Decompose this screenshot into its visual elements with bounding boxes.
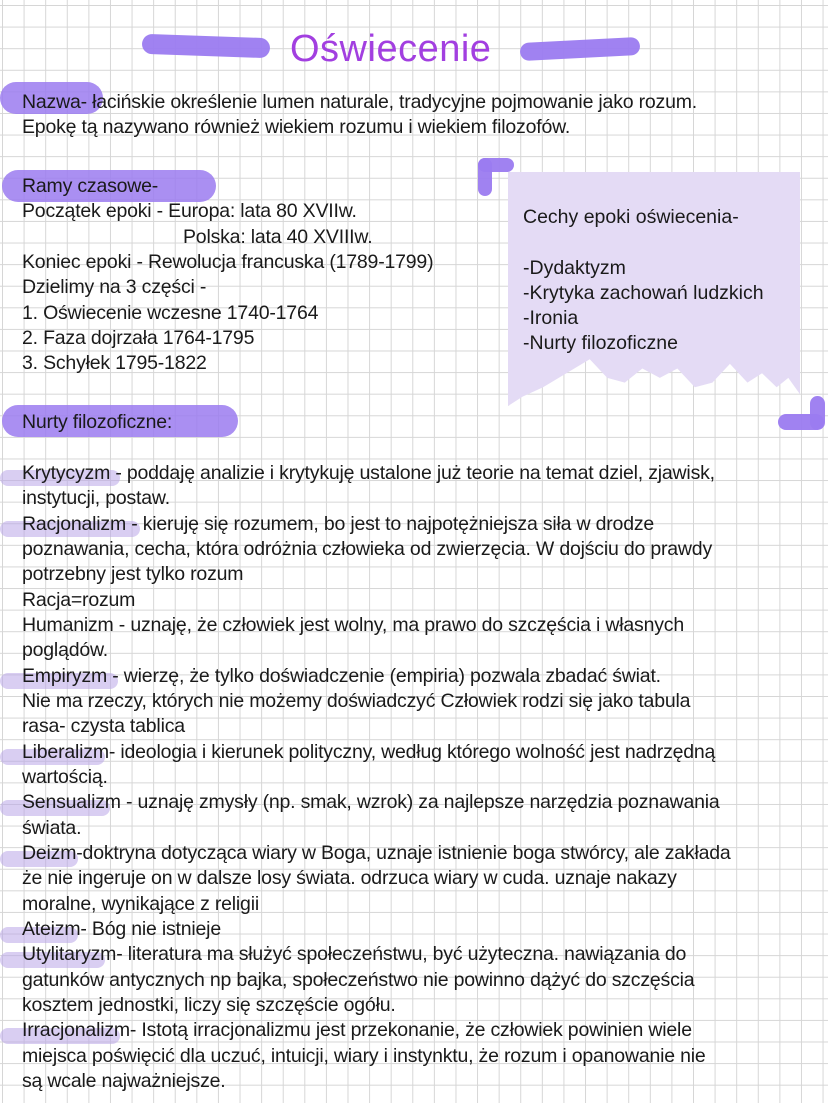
currents-line: Racjonalizm - kieruję się rozumem, bo jest to najpotężniejsza siła w drodze [22, 513, 655, 535]
note-item: -Krytyka zachowań ludzkich [523, 282, 764, 304]
currents-line: Empiryzm - wierzę, że tylko doświadczenie (empiria) pozwala zbadać świat. [22, 665, 661, 687]
intro-line-2: Epokę tą nazywano również wiekiem rozumu i wiekiem filozofów. [22, 116, 571, 138]
intro-text: łacińskie określenie lumen naturale, tradycyjne pojmowanie jako rozum. [86, 91, 698, 113]
currents-line: potrzebny jest tylko rozum [22, 563, 244, 585]
note-item: -Dydaktyzm [523, 257, 626, 279]
intro-line-1 [22, 91, 697, 114]
currents-line: Nie ma rzeczy, których nie możemy doświadczyć Człowiek rodzi się jako tabula [22, 690, 691, 712]
timeframe-heading: Ramy czasowe- [22, 175, 159, 197]
timeframe-line: Dzielimy na 3 części - [22, 276, 207, 298]
timeframe-line: Początek epoki - Europa: lata 80 XVIIw. [22, 200, 357, 222]
currents-line: są wcale najważniejsze. [22, 1070, 226, 1092]
currents-line: gatunków antycznych np bajka, społeczeństwo nie powinno dążyć do szczęścia [22, 969, 695, 991]
currents-line: rasa- czysta tablica [22, 715, 185, 737]
timeframe-line: 3. Schyłek 1795-1822 [22, 352, 207, 374]
intro-label: Nazwa- [22, 91, 87, 113]
currents-line: instytucji, postaw. [22, 487, 170, 509]
timeframe-line: Polska: lata 40 XVIIIw. [183, 226, 373, 248]
note-heading: Cechy epoki oświecenia- [523, 206, 739, 228]
currents-line: Irracjonalizm- Istotą irracjonalizmu jest przekonanie, że człowiek powinien wiele [22, 1019, 692, 1041]
currents-line: wartością. [22, 766, 108, 788]
note-item: -Nurty filozoficzne [523, 332, 678, 354]
currents-line: kosztem jednostki, liczy się szczęście ogółu. [22, 994, 396, 1016]
currents-line: Liberalizm- ideologia i kierunek polityczny, według którego wolność jest nadrzędną [22, 741, 716, 763]
currents-line: Sensualizm - uznaję zmysły (np. smak, wzrok) za najlepsze narzędzia poznawania [22, 791, 720, 813]
timeframe-line: 2. Faza dojrzała 1764-1795 [22, 327, 255, 349]
timeframe-line: 1. Oświecenie wczesne 1740-1764 [22, 302, 319, 324]
currents-line: że nie ingeruje on w dalsze losy świata. odrzuca wiary w cuda. uznaje nakazy [22, 867, 677, 889]
note-item: -Ironia [523, 307, 579, 329]
currents-line: Racja=rozum [22, 589, 136, 611]
currents-heading: Nurty filozoficzne: [22, 411, 173, 433]
currents-line: poznawania, cecha, która odróżnia człowieka od zwierzęcia. W dojściu do prawdy [22, 538, 712, 560]
currents-line: Ateizm- Bóg nie istnieje [22, 918, 221, 940]
currents-line: Deizm-doktryna dotycząca wiary w Boga, uznaje istnienie boga stwórcy, ale zakłada [22, 842, 731, 864]
note-corner-top-left-vertical [478, 158, 492, 196]
currents-line: Utylitaryzm- literatura ma służyć społeczeństwu, być użyteczna. nawiązania do [22, 943, 687, 965]
note-corner-bottom-right-vertical [810, 396, 825, 430]
currents-line: świata. [22, 817, 82, 839]
title-stroke-right [520, 37, 641, 61]
currents-line: poglądów. [22, 639, 109, 661]
title-stroke-left [142, 34, 271, 58]
page-title: Oświecenie [290, 28, 492, 70]
currents-line: miejsca poświęcić dla uczuć, intuicji, wiary i instynktu, że rozum i opanowanie nie [22, 1045, 706, 1067]
currents-line: Krytycyzm - poddaję analizie i krytykuję ustalone już teorie na temat dziel, zjawisk, [22, 462, 715, 484]
currents-line: Humanizm - uznaję, że człowiek jest wolny, ma prawo do szczęścia i własnych [22, 614, 684, 636]
timeframe-line: Koniec epoki - Rewolucja francuska (1789-1799) [22, 251, 434, 273]
currents-line: moralne, wynikające z religii [22, 893, 259, 915]
